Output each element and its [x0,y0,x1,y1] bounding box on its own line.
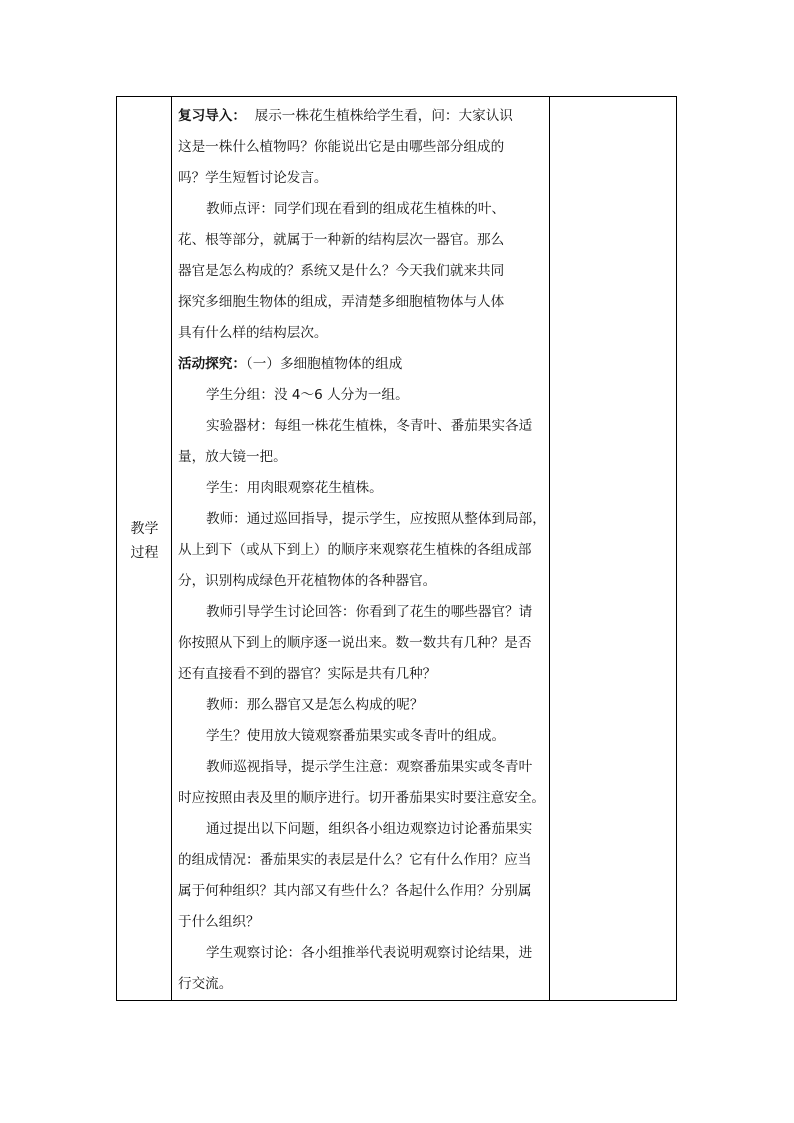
teacher1-line-2: 从上到下（或从下到上）的顺序来观察花生植株的各组成部 [178,542,532,558]
activity-line [178,349,546,380]
section-label [117,517,172,565]
lesson-content [178,101,546,1000]
comment-line-3: 器官是怎么构成的？系统又是什么？今天我们就来共同 [178,263,505,279]
discuss-line-2: 你按照从下到上的顺序逐一说出来。数一数共有几种？是否 [178,635,532,651]
questions-line-1: 通过提出以下问题，组织各小组边观察边讨论番茄果实 [206,821,533,837]
content-cell [172,97,550,1000]
questions-line-3: 属于何种组织？其内部又有些什么？各起什么作用？分别属 [178,883,532,899]
review-line-1: 复习导入： 展示一株花生植株给学生看，问：大家认识 [178,108,513,124]
section-label-line2: 过程 [130,545,159,561]
tour-line-2: 时应按照由表及里的顺序进行。切开番茄果实时要注意安全。 [178,790,546,806]
review-line-3: 吗？学生短暂讨论发言。 [178,170,328,186]
section-label-cell [117,97,172,1000]
teacher1-line-1: 教师：通过巡回指导，提示学生，应按照从整体到局部， [206,511,546,527]
report-line-2: 行交流。 [178,976,233,992]
materials-line-1: 实验器材：每组一株花生植株，冬青叶、番茄果实各适 [206,418,533,434]
teacher1-line-3: 分，识别构成绿色开花植物体的各种器官。 [178,573,437,589]
grouping-line: 学生分组：没 4～6 人分为一组。 [206,387,409,403]
discuss-line-1: 教师引导学生讨论回答：你看到了花生的哪些器官？请 [206,604,533,620]
comment-line-2: 花、根等部分，就属于一种新的结构层次一器官。那么 [178,232,505,248]
review-heading: 复习导入： [178,108,246,124]
comment-line-4: 探究多细胞生物体的组成，弄清楚多细胞植物体与人体 [178,294,505,310]
teacher2-line: 教师：那么器官又是怎么构成的呢？ [206,697,424,713]
review-line-2: 这是一株什么植物吗？你能说出它是由哪些部分组成的 [178,139,505,155]
activity-heading: 活动探究： [178,356,246,372]
discuss-line-3: 还有直接看不到的器官？实际是共有几种？ [178,666,437,682]
comment-line-5: 具有什么样的结构层次。 [178,325,328,341]
questions-line-4: 于什么组织？ [178,914,260,930]
comment-line-1: 教师点评：同学们现在看到的组成花生植株的叶、 [206,201,506,217]
tour-line-1: 教师巡视指导，提示学生注意：观察番茄果实或冬青叶 [206,759,533,775]
report-line-1: 学生观察讨论：各小组推举代表说明观察讨论结果，进 [206,945,533,961]
notes-cell [550,97,676,1000]
section-label-line1: 教学 [130,521,159,537]
questions-line-2: 的组成情况：番茄果实的表层是什么？它有什么作用？应当 [178,852,532,868]
lesson-table [116,96,677,1001]
observe-line: 学生：用肉眼观察花生植株。 [206,480,383,496]
student2-line: 学生？使用放大镜观察番茄果实或冬青叶的组成。 [206,728,506,744]
activity-title: （一）多细胞植物体的组成 [245,356,403,372]
materials-line-2: 量，放大镜一把。 [178,449,287,465]
